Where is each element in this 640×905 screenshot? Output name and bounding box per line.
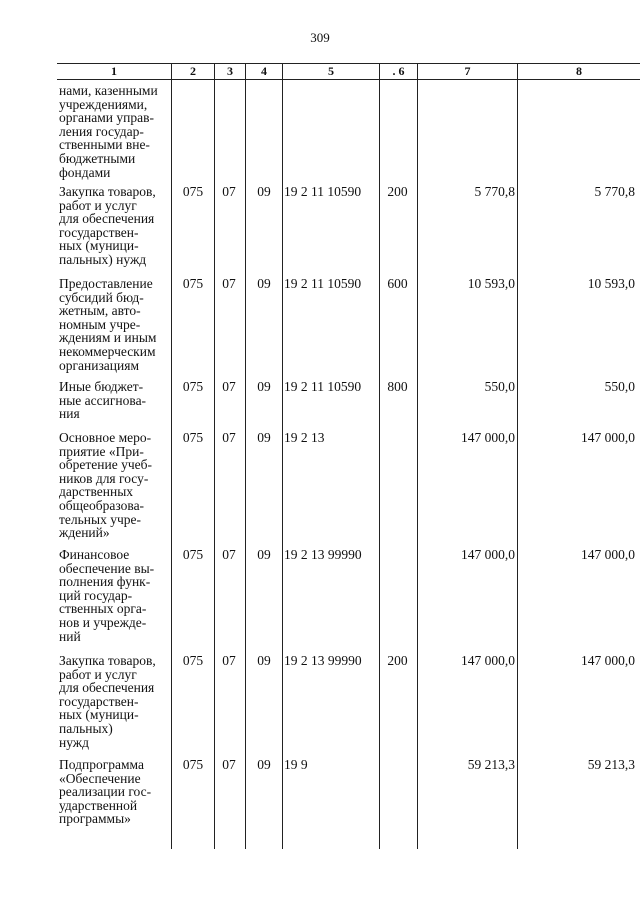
row-name-line: ных (муници- <box>59 238 139 254</box>
row-name <box>59 277 171 372</box>
row-name-line: ждениям и иным <box>59 330 157 346</box>
cell-admin-code: 075 <box>182 757 204 772</box>
cell-target-article: 19 2 13 99990 <box>284 653 362 668</box>
cell-admin-code: 075 <box>182 430 204 445</box>
header-col-2: 2 <box>171 64 214 79</box>
row-name-line: ственными вне- <box>59 137 150 153</box>
cell-section: 07 <box>222 757 236 772</box>
column-divider <box>282 64 283 849</box>
cell-subsection: 09 <box>257 276 271 291</box>
row-name-line: ные ассигнова- <box>59 392 147 408</box>
row-name-line: Подпрограмма <box>59 757 144 772</box>
cell-amount-col-7: 147 000,0 <box>461 547 515 562</box>
cell-expense-type: 200 <box>387 653 408 668</box>
row-name <box>59 431 171 540</box>
cell-target-article: 19 2 13 99990 <box>284 547 362 562</box>
cell-amount-col-7: 147 000,0 <box>461 653 515 668</box>
row-name-line: Основное меро- <box>59 430 152 445</box>
cell-amount-col-8: 10 593,0 <box>587 276 635 291</box>
row-name-line: для обеспечения <box>59 211 155 227</box>
cell-section: 07 <box>222 276 236 291</box>
row-name-line: бюджетными <box>59 150 136 166</box>
cell-subsection: 09 <box>257 757 271 772</box>
page-number: 309 <box>310 30 330 45</box>
row-name-line: субсидий бюд- <box>59 289 144 305</box>
header-col-7: 7 <box>417 64 517 79</box>
row-name-line: учреждениями, <box>59 96 148 112</box>
cell-admin-code: 075 <box>182 653 204 668</box>
row-name-line: ния <box>59 406 80 422</box>
row-name-line: обретение учеб- <box>59 457 152 473</box>
cell-expense-type: 200 <box>387 184 408 199</box>
cell-expense-type: 800 <box>387 379 408 394</box>
row-name-line: организациям <box>59 357 140 373</box>
row-name-line: фондами <box>59 164 111 180</box>
row-name-line: нами, казенными <box>59 83 158 98</box>
row-name-line: работ и услуг <box>59 197 137 213</box>
row-name-line: государствен- <box>59 224 139 240</box>
cell-amount-col-8: 5 770,8 <box>594 184 635 199</box>
cell-amount-col-8: 147 000,0 <box>581 430 635 445</box>
header-col-5: 5 <box>282 64 379 79</box>
row-name-line: нужд <box>59 734 89 750</box>
cell-target-article: 19 2 11 10590 <box>284 276 362 291</box>
cell-subsection: 09 <box>257 184 271 199</box>
row-name-line: Иные бюджет- <box>59 379 144 394</box>
row-name-line: некоммерческим <box>59 343 156 359</box>
cell-section: 07 <box>222 379 236 394</box>
cell-admin-code: 075 <box>182 547 204 562</box>
row-name <box>59 548 171 643</box>
row-name-line: Предоставление <box>59 276 153 291</box>
cell-target-article: 19 9 <box>284 757 308 772</box>
header-col-1: 1 <box>111 64 117 78</box>
cell-section: 07 <box>222 430 236 445</box>
cell-expense-type: 600 <box>387 276 408 291</box>
column-divider <box>171 64 172 849</box>
row-name-line: Финансовое <box>59 547 130 562</box>
header-col-8: 8 <box>517 64 640 79</box>
cell-subsection: 09 <box>257 547 271 562</box>
row-name-line: ления государ- <box>59 123 144 139</box>
cell-amount-col-7: 5 770,8 <box>474 184 515 199</box>
row-name-line: ственных орга- <box>59 601 147 617</box>
row-name <box>59 185 171 267</box>
cell-target-article: 19 2 11 10590 <box>284 184 362 199</box>
cell-amount-col-7: 10 593,0 <box>467 276 515 291</box>
row-name-line: ных (муници- <box>59 707 139 723</box>
cell-section: 07 <box>222 184 236 199</box>
cell-amount-col-7: 550,0 <box>484 379 515 394</box>
column-divider <box>214 64 215 849</box>
column-divider <box>417 64 418 849</box>
column-divider <box>245 64 246 849</box>
cell-admin-code: 075 <box>182 276 204 291</box>
row-name-line: реализации гос- <box>59 784 152 800</box>
row-name-line: общеобразова- <box>59 497 145 513</box>
cell-amount-col-8: 147 000,0 <box>581 547 635 562</box>
row-name-line: тельных учре- <box>59 511 141 527</box>
column-divider <box>517 64 518 849</box>
column-divider <box>379 64 380 849</box>
cell-amount-col-8: 147 000,0 <box>581 653 635 668</box>
row-name-line: органами управ- <box>59 110 154 126</box>
cell-target-article: 19 2 13 <box>284 430 325 445</box>
row-name <box>59 758 171 826</box>
cell-section: 07 <box>222 653 236 668</box>
cell-amount-col-7: 59 213,3 <box>467 757 515 772</box>
budget-table <box>57 63 640 848</box>
row-name-line: Закупка товаров, <box>59 653 156 668</box>
row-name-line: дарственных <box>59 484 134 500</box>
cell-amount-col-8: 59 213,3 <box>587 757 635 772</box>
cell-subsection: 09 <box>257 430 271 445</box>
cell-subsection: 09 <box>257 379 271 394</box>
cell-target-article: 19 2 11 10590 <box>284 379 362 394</box>
row-name-line: для обеспечения <box>59 680 155 696</box>
row-name-line: ждений» <box>59 525 110 541</box>
row-name-line: государствен- <box>59 693 139 709</box>
cell-admin-code: 075 <box>182 184 204 199</box>
row-name-line: «Обеспечение <box>59 770 141 786</box>
row-name-line: Закупка товаров, <box>59 184 156 199</box>
row-name-line: ний <box>59 628 81 644</box>
row-name <box>59 84 171 179</box>
cell-amount-col-8: 550,0 <box>604 379 635 394</box>
row-name-line: ников для госу- <box>59 470 149 486</box>
row-name-line: ций государ- <box>59 587 133 603</box>
row-name-line: программы» <box>59 811 131 827</box>
header-col-6: . 6 <box>379 64 417 79</box>
row-name-line: полнения функ- <box>59 574 151 590</box>
cell-section: 07 <box>222 547 236 562</box>
row-name <box>59 654 171 749</box>
header-col-3: 3 <box>214 64 245 79</box>
row-name-line: ударственной <box>59 797 138 813</box>
cell-subsection: 09 <box>257 653 271 668</box>
row-name-line: жетным, авто- <box>59 303 141 319</box>
cell-amount-col-7: 147 000,0 <box>461 430 515 445</box>
row-name-line: пальных) <box>59 720 113 736</box>
row-name-line: нов и учрежде- <box>59 614 147 630</box>
row-name-line: номным учре- <box>59 316 141 332</box>
table-header <box>57 64 640 80</box>
row-name <box>59 380 171 421</box>
row-name-line: приятие «При- <box>59 443 144 459</box>
row-name-line: обеспечение вы- <box>59 560 155 576</box>
cell-admin-code: 075 <box>182 379 204 394</box>
row-name-line: работ и услуг <box>59 666 137 682</box>
header-col-4: 4 <box>245 64 282 79</box>
row-name-line: пальных) нужд <box>59 251 147 267</box>
